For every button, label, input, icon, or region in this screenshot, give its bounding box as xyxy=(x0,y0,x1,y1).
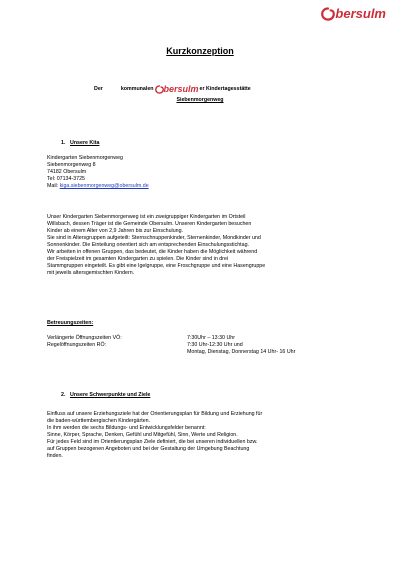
hours-value: Montag, Dienstag, Donnerstag 14 Uhr- 16 Uhr xyxy=(187,349,296,355)
hours-row xyxy=(47,342,295,349)
paragraph-line: Einfluss auf unsere Erziehungsziele hat der Orientierungsplan für Bildung und Erziehung für xyxy=(47,411,263,417)
paragraph-line: mit jeweils altersgemischten Kindern. xyxy=(47,270,135,276)
hours-label: Regelöffnungszeiten RÖ: xyxy=(47,342,107,348)
section1-number: 1. xyxy=(61,140,66,146)
hours-value: 7:30 Uhr-12:30 Uhr und xyxy=(187,342,243,348)
goals-paragraph xyxy=(47,411,262,460)
obersulm-logo xyxy=(321,6,386,21)
inline-logo-text: bersulm xyxy=(163,84,199,94)
section2-title: Unsere Schwerpunkte und Ziele xyxy=(70,392,151,398)
address-line: Siebenmorgenweg 8 xyxy=(47,162,96,168)
kita-description xyxy=(47,214,265,277)
logo-text: bersulm xyxy=(335,6,386,21)
section1-title: Unsere Kita xyxy=(70,140,100,146)
paragraph-line: auf Gruppen bezogenen Angeboten und bei der Gestaltung der Umgebung Beachtung xyxy=(47,446,250,452)
address-line: Tel: 07134-3725 xyxy=(47,176,85,182)
paragraph-line: Für jedes Feld sind im Orientierungsplan Ziele definiert, die bei unseren individuellen bzw. xyxy=(47,439,258,445)
mail-line xyxy=(47,183,149,190)
subtitle-middle: kommunalen xyxy=(120,86,154,92)
logo-swirl-icon xyxy=(155,85,164,94)
subtitle-kita-name: Siebenmorgenweg xyxy=(176,97,224,103)
address-line: 74182 Obersulm xyxy=(47,169,87,175)
mail-label: Mail: xyxy=(47,183,60,189)
subtitle-suffix: er Kindertagesstätte xyxy=(199,86,251,92)
hours-row xyxy=(47,349,295,356)
subtitle-prefix: Der xyxy=(94,86,103,92)
hours-label: Verlängerte Öffnungszeiten VÖ: xyxy=(47,335,122,341)
section1-heading xyxy=(61,140,99,146)
opening-hours-table xyxy=(47,335,295,356)
paragraph-line: In ihm werden die sechs Bildungs- und Entwicklungsfelder benannt: xyxy=(47,425,206,431)
paragraph-line: Sie sind in Altersgruppen aufgeteilt: Sternschnuppenkinder, Sternenkinder, Mondkinder und xyxy=(47,235,261,241)
page-title: Kurzkonzeption xyxy=(166,46,234,56)
paragraph-line: Wir arbeiten in offenen Gruppen, das bedeutet, die Kinder haben die Möglichkeit während xyxy=(47,249,258,255)
logo-swirl-icon xyxy=(321,7,335,21)
hours-label xyxy=(47,349,187,356)
address-block xyxy=(47,155,149,190)
paragraph-line: Stammgruppen eingeteilt. Es gibt eine Igelgruppe, eine Froschgruppe und eine Hasengruppe xyxy=(47,263,266,269)
mail-link[interactable]: kiga.siebenmorgenweg@obersulm.de xyxy=(59,183,149,189)
paragraph-line: Sinne, Körper, Sprache, Denken, Gefühl und Mitgefühl, Sinn, Werte und Religion. xyxy=(47,432,238,438)
paragraph-line: die baden-württembergischen Kindergärten. xyxy=(47,418,151,424)
hours-value: 7:30Uhr – 13:30 Uhr xyxy=(187,335,235,341)
betreuung-heading: Betreuungszeiten: xyxy=(47,320,94,326)
paragraph-line: der Freispielzeit im gesamten Kindergarten zu spielen. Die Kinder sind in drei xyxy=(47,256,229,262)
section2-number: 2. xyxy=(61,392,66,398)
obersulm-inline-logo xyxy=(155,84,199,94)
subtitle-line xyxy=(94,84,251,94)
paragraph-line: finden. xyxy=(47,453,63,459)
paragraph-line: Sonnenkinder. Die Einteilung orientiert sich am entsprechenden Einschulungsstichtag. xyxy=(47,242,249,248)
paragraph-line: Unser Kindergarten Siebenmorgenweg ist ein zweigruppiger Kindergarten im Ortsteil xyxy=(47,214,246,220)
paragraph-line: Willsbach, dessen Träger ist die Gemeinde Obersulm. Unseren Kindergarten besuchen xyxy=(47,221,252,227)
paragraph-line: Kinder ab einem Alter von 2,9 Jahren bis zur Einschulung. xyxy=(47,228,184,234)
address-line: Kindergarten Siebenmorgenweg xyxy=(47,155,123,161)
section2-heading xyxy=(61,392,150,398)
hours-row xyxy=(47,335,295,342)
